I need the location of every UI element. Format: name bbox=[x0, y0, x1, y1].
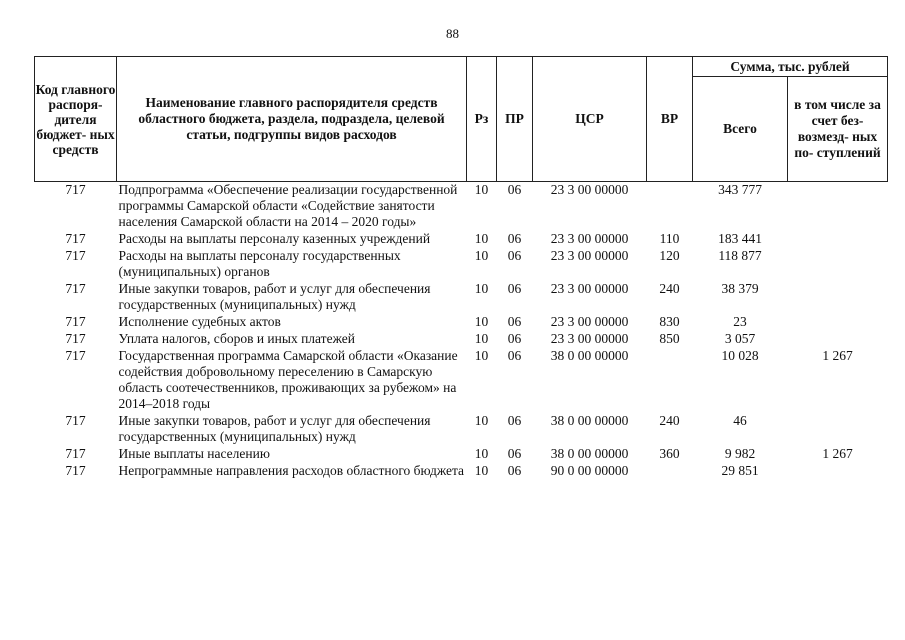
cell-vr: 120 bbox=[659, 248, 680, 263]
cell-rz: 10 bbox=[474, 331, 489, 346]
cell-csr: 23 3 00 00000 bbox=[550, 331, 629, 346]
cell-vr: 850 bbox=[659, 331, 680, 346]
cell-vr: 360 bbox=[659, 446, 680, 461]
cell-code: 717 bbox=[65, 248, 86, 263]
cell-csr: 23 3 00 00000 bbox=[550, 314, 629, 329]
cell-vr: 240 bbox=[659, 413, 680, 428]
cell-pr: 06 bbox=[507, 331, 522, 346]
cell-rz: 10 bbox=[474, 413, 489, 428]
cell-code: 717 bbox=[65, 348, 86, 363]
cell-csr: 23 3 00 00000 bbox=[550, 281, 629, 296]
budget-table bbox=[34, 56, 888, 480]
cell-csr: 23 3 00 00000 bbox=[550, 231, 629, 246]
cell-rz: 10 bbox=[474, 348, 489, 363]
cell-total: 29 851 bbox=[721, 463, 759, 478]
header-rz: Рз bbox=[467, 57, 497, 182]
header-pr: ПР bbox=[497, 57, 533, 182]
cell-csr: 23 3 00 00000 bbox=[550, 182, 629, 197]
cell-csr: 38 0 00 00000 bbox=[550, 446, 629, 461]
cell-grant bbox=[788, 248, 888, 281]
cell-rz: 10 bbox=[474, 281, 489, 296]
cell-code: 717 bbox=[65, 281, 86, 296]
cell-grant: 1 267 bbox=[822, 348, 853, 363]
cell-code: 717 bbox=[65, 331, 86, 346]
cell-vr bbox=[647, 182, 693, 232]
table-row bbox=[35, 248, 888, 281]
cell-grant bbox=[788, 281, 888, 314]
cell-grant bbox=[788, 463, 888, 480]
cell-grant bbox=[788, 314, 888, 331]
cell-total: 38 379 bbox=[721, 281, 759, 296]
cell-name: Подпрограмма «Обеспечение реализации государственной программы Самарской области «Содействие занятости населения Самарской области на 2014 – 2020 годы» bbox=[118, 182, 458, 229]
cell-name: Уплата налогов, сборов и иных платежей bbox=[118, 331, 355, 346]
table-row bbox=[35, 182, 888, 232]
cell-name: Иные закупки товаров, работ и услуг для обеспечения государственных (муниципальных) нужд bbox=[118, 281, 431, 312]
cell-rz: 10 bbox=[474, 248, 489, 263]
table-row bbox=[35, 281, 888, 314]
cell-name: Непрограммные направления расходов областного бюджета bbox=[118, 463, 465, 478]
table-row bbox=[35, 463, 888, 480]
table-header bbox=[35, 57, 888, 182]
table-row bbox=[35, 413, 888, 446]
page-number: 88 bbox=[446, 26, 459, 41]
cell-name: Исполнение судебных актов bbox=[118, 314, 281, 329]
table-body bbox=[35, 182, 888, 481]
cell-pr: 06 bbox=[507, 446, 522, 461]
cell-code: 717 bbox=[65, 413, 86, 428]
cell-pr: 06 bbox=[507, 463, 522, 478]
table-row bbox=[35, 348, 888, 413]
cell-pr: 06 bbox=[507, 413, 522, 428]
cell-grant bbox=[788, 182, 888, 232]
cell-rz: 10 bbox=[474, 446, 489, 461]
cell-name: Иные закупки товаров, работ и услуг для обеспечения государственных (муниципальных) нужд bbox=[118, 413, 431, 444]
cell-csr: 38 0 00 00000 bbox=[550, 413, 629, 428]
cell-pr: 06 bbox=[507, 248, 522, 263]
cell-code: 717 bbox=[65, 463, 86, 478]
cell-vr: 830 bbox=[659, 314, 680, 329]
cell-pr: 06 bbox=[507, 314, 522, 329]
cell-pr: 06 bbox=[507, 348, 522, 363]
cell-vr bbox=[647, 348, 693, 413]
header-total: Всего bbox=[693, 77, 788, 182]
cell-grant bbox=[788, 231, 888, 248]
cell-total: 183 441 bbox=[718, 231, 762, 246]
cell-rz: 10 bbox=[474, 463, 489, 478]
cell-rz: 10 bbox=[474, 231, 489, 246]
cell-csr: 38 0 00 00000 bbox=[550, 348, 629, 363]
cell-vr: 110 bbox=[659, 231, 680, 246]
cell-csr: 90 0 00 00000 bbox=[550, 463, 629, 478]
cell-name: Иные выплаты населению bbox=[118, 446, 270, 461]
cell-grant bbox=[788, 331, 888, 348]
table-row bbox=[35, 331, 888, 348]
cell-name: Государственная программа Самарской области «Оказание содействия добровольному переселению в Самарскую область соотечественников, проживающих за рубежом» на 2014–2018 годы bbox=[118, 348, 458, 411]
cell-total: 343 777 bbox=[718, 182, 762, 197]
header-vr: ВР bbox=[647, 57, 693, 182]
cell-total: 3 057 bbox=[724, 331, 756, 346]
cell-rz: 10 bbox=[474, 182, 489, 197]
cell-total: 118 877 bbox=[718, 248, 762, 263]
cell-total: 23 bbox=[733, 314, 747, 329]
cell-csr: 23 3 00 00000 bbox=[550, 248, 629, 263]
header-name: Наименование главного распорядителя средств областного бюджета, раздела, подраздела, целевой статьи, подгруппы видов расходов bbox=[117, 57, 467, 182]
header-csr: ЦСР bbox=[533, 57, 647, 182]
header-code: Код главного распоря- дителя бюджет- ных средств bbox=[35, 57, 117, 182]
cell-name: Расходы на выплаты персоналу государственных (муниципальных) органов bbox=[118, 248, 401, 279]
cell-total: 9 982 bbox=[724, 446, 756, 461]
table-row bbox=[35, 314, 888, 331]
cell-code: 717 bbox=[65, 446, 86, 461]
header-sum: Сумма, тыс. рублей bbox=[693, 57, 888, 77]
cell-code: 717 bbox=[65, 314, 86, 329]
table-row bbox=[35, 231, 888, 248]
cell-total: 46 bbox=[733, 413, 747, 428]
table-row bbox=[35, 446, 888, 463]
cell-code: 717 bbox=[65, 231, 86, 246]
cell-pr: 06 bbox=[507, 281, 522, 296]
cell-pr: 06 bbox=[507, 231, 522, 246]
cell-vr: 240 bbox=[659, 281, 680, 296]
cell-code: 717 bbox=[65, 182, 86, 197]
cell-rz: 10 bbox=[474, 314, 489, 329]
cell-name: Расходы на выплаты персоналу казенных учреждений bbox=[118, 231, 431, 246]
cell-vr bbox=[647, 463, 693, 480]
cell-grant bbox=[788, 413, 888, 446]
cell-grant: 1 267 bbox=[822, 446, 853, 461]
header-grant: в том числе за счет без- возмезд- ных по- ступлений bbox=[788, 77, 888, 182]
cell-pr: 06 bbox=[507, 182, 522, 197]
cell-total: 10 028 bbox=[721, 348, 759, 363]
